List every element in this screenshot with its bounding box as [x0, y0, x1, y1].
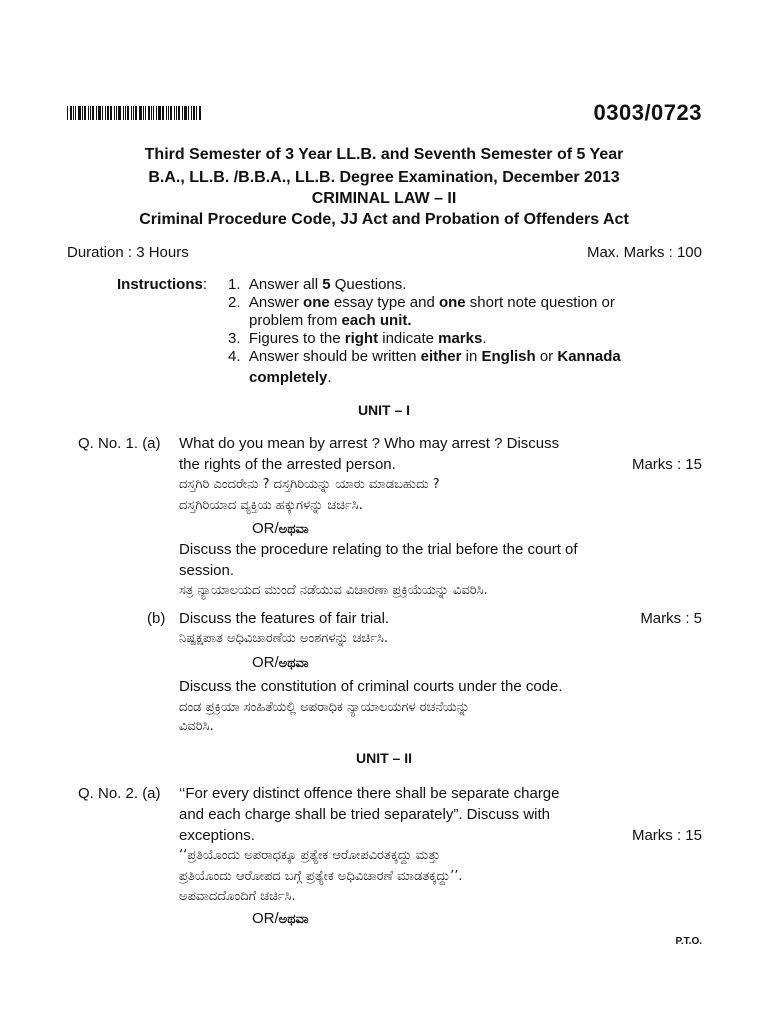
instruction-4: 4. Answer should be written either in English or Kannada [228, 348, 621, 365]
q2-label: Q. No. 2. (a) [78, 785, 161, 802]
barcode-bar [114, 106, 115, 120]
q1a-alt-text-1: Discuss the procedure relating to the trial before the court of [179, 541, 578, 558]
instruction-3: 3. Figures to the right indicate marks. [228, 330, 487, 347]
barcode-bar [88, 106, 89, 120]
instruction-4-cont: completely. [249, 369, 332, 386]
barcode-bar [174, 106, 175, 120]
barcode-bar [67, 106, 68, 120]
barcode-bar [166, 106, 167, 120]
barcode-bar [151, 106, 152, 120]
q1b-kannada: ನಿಷ್ಪಕ್ಷಪಾತ ಅಧಿವಿಚಾರಣೆಯ ಅಂಶಗಳನ್ನು ಚರ್ಚಿಸಿ. [179, 631, 389, 646]
exam-title-line1: Third Semester of 3 Year LL.B. and Seventh Semester of 5 Year [144, 146, 624, 163]
barcode-bar [75, 106, 76, 120]
q2a-text-2: and each charge shall be tried separately”. Discuss with [179, 806, 551, 823]
barcode-bar [199, 106, 201, 120]
barcode-bar [156, 106, 157, 120]
barcode-bar [96, 106, 97, 120]
barcode-bar [188, 106, 189, 120]
barcode-bar [123, 106, 124, 120]
barcode-bar [118, 106, 121, 120]
barcode-bar [196, 106, 197, 120]
barcode-bar [116, 106, 117, 120]
q1b-alt-kannada-1: ದಂಡ ಪ್ರಕ್ರಿಯಾ ಸಂಹಿತೆಯಲ್ಲಿ ಅಪರಾಧಿಕ ನ್ಯಾಯಾಲಯಗಳ ರಚನೆಯನ್ನು [179, 700, 470, 715]
subject-title: CRIMINAL LAW – II [311, 190, 457, 207]
instructions-label: Instructions: [117, 276, 208, 293]
q2a-text-3: exceptions. [179, 827, 255, 844]
q1b-label: (b) [147, 610, 166, 627]
instruction-2-cont: problem from each unit. [249, 312, 412, 329]
or-separator: OR/ಅಥವಾ [252, 520, 309, 537]
q1b-alt-text: Discuss the constitution of criminal courts under the code. [179, 678, 563, 695]
or-separator: OR/ಅಥವಾ [252, 910, 309, 927]
barcode-bar [78, 106, 81, 120]
barcode-bar [102, 106, 103, 120]
barcode-bar [139, 106, 142, 120]
q1a-kannada-1: ದಸ್ತಗಿರಿ ಎಂದರೇನು ? ದಸ್ತಗಿರಿಯನ್ನು ಯಾರು ಮಾಡಬಹುದು ? [179, 477, 440, 492]
or-separator: OR/ಅಥವಾ [252, 654, 309, 671]
barcode-bar [107, 106, 109, 120]
barcode-bar [162, 106, 164, 120]
barcode-bar [133, 106, 134, 120]
barcode-bar [135, 106, 137, 120]
barcode-bar [84, 106, 86, 120]
barcode-bar [90, 106, 91, 120]
q1a-alt-text-2: session. [179, 562, 235, 579]
barcode-bar [193, 106, 195, 120]
barcode-bar [145, 106, 146, 120]
barcode-bar [105, 106, 106, 120]
q1a-marks: Marks : 15 [631, 456, 702, 473]
barcode-bar [82, 106, 83, 120]
exam-title-line2: B.A., LL.B. /B.B.A., LL.B. Degree Examination, December 2013 [148, 169, 620, 186]
barcode-bar [191, 106, 192, 120]
barcode-bar [168, 106, 169, 120]
max-marks: Max. Marks : 100 [586, 244, 702, 261]
barcode-bar [178, 106, 180, 120]
barcode-bar [148, 106, 150, 120]
pto-marker: P.T.O. [675, 936, 702, 947]
barcode-bar [131, 106, 132, 120]
barcode-bar [184, 106, 187, 120]
barcode-bar [125, 106, 126, 120]
barcode-bar [153, 106, 154, 120]
barcode-bar [158, 106, 161, 120]
barcode-bar [127, 106, 129, 120]
barcode [67, 106, 202, 120]
q2a-kannada-3: ಅಪವಾದದೊಂದಿಗೆ ಚರ್ಚಿಸಿ. [179, 889, 296, 904]
duration: Duration : 3 Hours [67, 244, 189, 261]
q2a-kannada-1: ‘‘ಪ್ರತಿಯೊಂದು ಅಪರಾಧಕ್ಕೂ ಪ್ರತ್ಯೇಕ ಆರೋಪವಿರತಕ್ಕದ್ದು ಮತ್ತು [179, 848, 441, 863]
barcode-bar [176, 106, 177, 120]
barcode-bar [170, 106, 172, 120]
barcode-bar [73, 106, 74, 120]
paper-title: Criminal Procedure Code, JJ Act and Probation of Offenders Act [139, 211, 629, 228]
barcode-bar [70, 106, 72, 120]
q1a-kannada-2: ದಸ್ತಗಿರಿಯಾದ ವ್ಯಕ್ತಿಯ ಹಕ್ಕುಗಳನ್ನು ಚರ್ಚಿಸಿ. [179, 498, 363, 513]
paper-code: 0303/0723 [593, 100, 702, 125]
q1b-marks: Marks : 5 [640, 610, 702, 627]
q1a-alt-kannada: ಸತ್ರ ನ್ಯಾಯಾಲಯದ ಮುಂದೆ ನಡೆಯುವ ವಿಚಾರಣಾ ಪ್ರಕ್ರಿಯೆಯನ್ನು ವಿವರಿಸಿ. [179, 583, 488, 598]
barcode-bar [143, 106, 144, 120]
instruction-2: 2. Answer one essay type and one short note question or [228, 294, 615, 311]
q2a-text-1: ‘‘For every distinct offence there shall be separate charge [179, 785, 560, 802]
barcode-bar [110, 106, 112, 120]
barcode-bar [182, 106, 183, 120]
q1b-alt-kannada-2: ವಿವರಿಸಿ. [179, 719, 214, 734]
instruction-1: 1. Answer all 5 Questions. [228, 276, 407, 293]
q2a-kannada-2: ಪ್ರತಿಯೊಂದು ಆರೋಪದ ಬಗ್ಗೆ ಪ್ರತ್ಯೇಕ ಅಧಿವಿಚಾರಣೆ ಮಾಡತಕ್ಕದ್ದು’’. [179, 869, 463, 884]
q2a-marks: Marks : 15 [631, 827, 702, 844]
q1a-text-1: What do you mean by arrest ? Who may arrest ? Discuss [179, 435, 560, 452]
barcode-bar [92, 106, 94, 120]
unit-1-heading: UNIT – I [357, 402, 411, 418]
unit-2-heading: UNIT – II [355, 750, 412, 766]
barcode-bar [98, 106, 101, 120]
q1b-text: Discuss the features of fair trial. [179, 610, 390, 627]
q1-label: Q. No. 1. (a) [78, 435, 161, 452]
q1a-text-2: the rights of the arrested person. [179, 456, 396, 473]
